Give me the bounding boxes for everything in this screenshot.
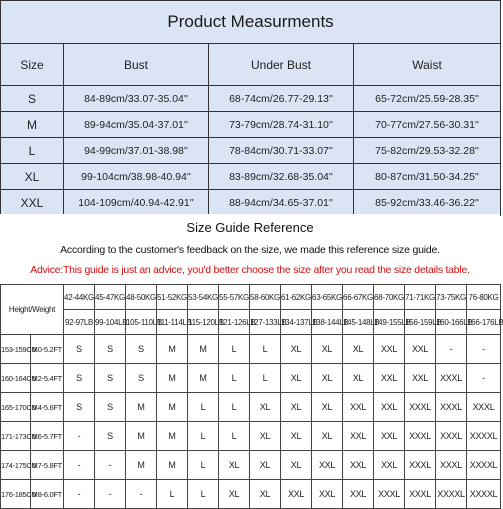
bust-cell: 84-89cm/33.07-35.04'' xyxy=(64,86,209,112)
size-guide-row xyxy=(1,335,501,364)
product-measurements-section xyxy=(0,0,500,214)
weight-lb-header: 166-176LB xyxy=(467,310,501,335)
height-ft-cell: 5.0-5.2FT xyxy=(31,335,64,364)
weight-lb-header: 115-120LB xyxy=(188,310,219,335)
size-value-cell: XL xyxy=(312,422,343,451)
size-value-cell: L xyxy=(219,335,250,364)
size-value-cell: S xyxy=(95,335,126,364)
height-ft-cell: 5.7-5.8FT xyxy=(31,451,64,480)
weight-kg-header: 61-62KG xyxy=(281,285,312,310)
size-value-cell: M xyxy=(157,422,188,451)
header-waist: Waist xyxy=(354,44,501,86)
size-value-cell: XXL xyxy=(343,480,374,509)
table-row xyxy=(1,164,501,190)
size-guide-advice xyxy=(0,264,500,276)
size-value-cell: XXXL xyxy=(405,451,436,480)
bust-cell: 104-109cm/40.94-42.91'' xyxy=(64,190,209,216)
size-value-cell: M xyxy=(157,364,188,393)
size-value-cell: XXXL xyxy=(405,480,436,509)
height-ft-cell: 5.2-5.4FT xyxy=(31,364,64,393)
size-value-cell: L xyxy=(250,335,281,364)
size-cell: XXL xyxy=(1,190,64,216)
size-value-cell: XXXL xyxy=(405,393,436,422)
weight-kg-header: 73-75KG xyxy=(436,285,467,310)
size-value-cell: XXXL xyxy=(436,364,467,393)
size-value-cell: M xyxy=(126,451,157,480)
size-guide-section xyxy=(0,214,503,500)
size-value-cell: M xyxy=(188,364,219,393)
size-value-cell: XL xyxy=(250,393,281,422)
size-value-cell: XXXL xyxy=(467,393,501,422)
bust-cell: 89-94cm/35.04-37.01'' xyxy=(64,112,209,138)
weight-lb-header: 99-104LB xyxy=(95,310,126,335)
size-cell: M xyxy=(1,112,64,138)
height-cm-cell: 174-175CM xyxy=(1,451,31,480)
size-value-cell: XXL xyxy=(405,335,436,364)
under-bust-cell: 68-74cm/26.77-29.13'' xyxy=(209,86,354,112)
size-value-cell: XL xyxy=(312,335,343,364)
size-value-cell: - xyxy=(64,451,95,480)
header-under-bust: Under Bust xyxy=(209,44,354,86)
size-value-cell: XXL xyxy=(374,364,405,393)
header-bust: Bust xyxy=(64,44,209,86)
product-measurements-table xyxy=(0,0,501,216)
weight-kg-header: 76-80KG xyxy=(467,285,501,310)
weight-kg-header: 51-52KG xyxy=(157,285,188,310)
size-value-cell: - xyxy=(467,335,501,364)
size-value-cell: L xyxy=(188,480,219,509)
size-value-cell: XL xyxy=(343,335,374,364)
size-value-cell: XL xyxy=(250,451,281,480)
height-cm-cell: 153-159CM xyxy=(1,335,31,364)
size-value-cell: XL xyxy=(250,480,281,509)
size-value-cell: S xyxy=(126,364,157,393)
height-cm-cell: 171-173CM xyxy=(1,422,31,451)
size-value-cell: XXXL xyxy=(436,422,467,451)
weight-lb-header: 138-144LB xyxy=(312,310,343,335)
size-guide-table xyxy=(0,284,501,509)
size-guide-body xyxy=(1,285,501,509)
size-guide-row xyxy=(1,480,501,509)
size-cell: L xyxy=(1,138,64,164)
size-value-cell: XL xyxy=(219,480,250,509)
advice-text: This guide is just an advice, you'd better choose the size after you read the size details table. xyxy=(62,264,470,276)
size-guide-row xyxy=(1,451,501,480)
table-row xyxy=(1,138,501,164)
size-value-cell: XXL xyxy=(405,364,436,393)
weight-lb-header: 121-126LB xyxy=(219,310,250,335)
size-value-cell: - xyxy=(436,335,467,364)
weight-lb-header: 111-114LB xyxy=(157,310,188,335)
size-cell: S xyxy=(1,86,64,112)
table-header-row xyxy=(1,44,501,86)
size-value-cell: XXL xyxy=(312,451,343,480)
size-value-cell: S xyxy=(64,335,95,364)
waist-cell: 85-92cm/33.46-36.22'' xyxy=(354,190,501,216)
size-guide-title: Size Guide Reference xyxy=(186,220,314,235)
size-value-cell: L xyxy=(188,393,219,422)
weight-kg-header: 45-47KG xyxy=(95,285,126,310)
height-cm-cell: 160-164CM xyxy=(1,364,31,393)
size-value-cell: L xyxy=(250,364,281,393)
waist-cell: 70-77cm/27.56-30.31'' xyxy=(354,112,501,138)
size-value-cell: XL xyxy=(250,422,281,451)
size-guide-row xyxy=(1,364,501,393)
height-ft-cell: 5.6-5.7FT xyxy=(31,422,64,451)
size-value-cell: XXL xyxy=(374,335,405,364)
weight-kg-header: 55-57KG xyxy=(219,285,250,310)
bust-cell: 99-104cm/38.98-40.94'' xyxy=(64,164,209,190)
size-value-cell: XL xyxy=(281,393,312,422)
size-value-cell: S xyxy=(95,422,126,451)
size-guide-row xyxy=(1,422,501,451)
size-value-cell: - xyxy=(95,451,126,480)
weight-kg-header: 48-50KG xyxy=(126,285,157,310)
waist-cell: 65-72cm/25.59-28.35'' xyxy=(354,86,501,112)
weight-lb-header: 134-137LB xyxy=(281,310,312,335)
under-bust-cell: 73-79cm/28.74-31.10'' xyxy=(209,112,354,138)
under-bust-cell: 83-89cm/32.68-35.04'' xyxy=(209,164,354,190)
size-value-cell: M xyxy=(188,335,219,364)
size-guide-row xyxy=(1,393,501,422)
under-bust-cell: 88-94cm/34.65-37.01'' xyxy=(209,190,354,216)
size-value-cell: XXXXL xyxy=(467,480,501,509)
table-row xyxy=(1,86,501,112)
height-cm-cell: 165-170CM xyxy=(1,393,31,422)
size-value-cell: S xyxy=(95,393,126,422)
size-value-cell: XL xyxy=(312,393,343,422)
size-value-cell: - xyxy=(126,480,157,509)
size-value-cell: L xyxy=(157,480,188,509)
weight-lb-header: 156-159LB xyxy=(405,310,436,335)
product-measurements-title: Product Measurments xyxy=(1,1,501,44)
size-value-cell: XXXL xyxy=(374,480,405,509)
size-value-cell: XXL xyxy=(312,480,343,509)
size-value-cell: L xyxy=(188,422,219,451)
weight-kg-header: 58-60KG xyxy=(250,285,281,310)
size-value-cell: M xyxy=(157,335,188,364)
waist-cell: 80-87cm/31.50-34.25'' xyxy=(354,164,501,190)
weight-lb-header: 127-133LB xyxy=(250,310,281,335)
under-bust-cell: 78-84cm/30.71-33.07'' xyxy=(209,138,354,164)
size-value-cell: M xyxy=(157,451,188,480)
size-value-cell: XXXXL xyxy=(467,451,501,480)
size-value-cell: XL xyxy=(312,364,343,393)
size-value-cell: XXL xyxy=(343,393,374,422)
weight-lb-header: 160-166LB xyxy=(436,310,467,335)
size-value-cell: L xyxy=(188,451,219,480)
size-value-cell: L xyxy=(219,422,250,451)
size-value-cell: L xyxy=(219,364,250,393)
size-value-cell: M xyxy=(157,393,188,422)
size-value-cell: S xyxy=(126,335,157,364)
size-value-cell: L xyxy=(219,393,250,422)
waist-cell: 75-82cm/29.53-32.28'' xyxy=(354,138,501,164)
size-value-cell: XXL xyxy=(374,393,405,422)
size-value-cell: S xyxy=(95,364,126,393)
table-row xyxy=(1,112,501,138)
size-value-cell: XL xyxy=(281,451,312,480)
weight-kg-header: 68-70KG xyxy=(374,285,405,310)
weight-lb-header: 92-97LB xyxy=(64,310,95,335)
size-value-cell: XXXL xyxy=(405,422,436,451)
size-value-cell: XXL xyxy=(343,422,374,451)
height-ft-cell: 5.4-5.6FT xyxy=(31,393,64,422)
size-guide-note: According to the customer's feedback on the size, we made this reference size guide. xyxy=(60,244,440,256)
advice-label: Advice: xyxy=(30,264,63,276)
size-value-cell: XXXXL xyxy=(467,422,501,451)
size-value-cell: XL xyxy=(281,364,312,393)
size-value-cell: XXL xyxy=(281,480,312,509)
size-value-cell: - xyxy=(95,480,126,509)
weight-lb-header: 105-110LB xyxy=(126,310,157,335)
weight-kg-header: 53-54KG xyxy=(188,285,219,310)
size-value-cell: XXL xyxy=(343,451,374,480)
weight-lb-header: 149-155LB xyxy=(374,310,405,335)
height-cm-cell: 176-185CM xyxy=(1,480,31,509)
size-value-cell: M xyxy=(126,422,157,451)
size-value-cell: XXL xyxy=(374,422,405,451)
height-weight-corner: Height/Weight xyxy=(1,285,64,335)
weight-kg-header: 66-67KG xyxy=(343,285,374,310)
weight-kg-header: 71-71KG xyxy=(405,285,436,310)
size-value-cell: - xyxy=(64,422,95,451)
size-value-cell: XXXL xyxy=(436,393,467,422)
table-row xyxy=(1,190,501,216)
size-value-cell: XXXXL xyxy=(436,480,467,509)
weight-lb-row xyxy=(1,310,501,335)
size-value-cell: S xyxy=(64,364,95,393)
bust-cell: 94-99cm/37.01-38.98'' xyxy=(64,138,209,164)
weight-kg-row xyxy=(1,285,501,310)
size-value-cell: XL xyxy=(281,422,312,451)
size-value-cell: XL xyxy=(219,451,250,480)
size-value-cell: - xyxy=(467,364,501,393)
weight-kg-header: 42-44KG xyxy=(64,285,95,310)
header-size: Size xyxy=(1,44,64,86)
size-value-cell: - xyxy=(64,480,95,509)
size-value-cell: S xyxy=(64,393,95,422)
product-measurements-body xyxy=(1,86,501,216)
size-cell: XL xyxy=(1,164,64,190)
weight-kg-header: 63-65KG xyxy=(312,285,343,310)
size-value-cell: XL xyxy=(281,335,312,364)
size-value-cell: M xyxy=(126,393,157,422)
size-value-cell: XXL xyxy=(374,451,405,480)
size-value-cell: XXXL xyxy=(436,451,467,480)
size-value-cell: XL xyxy=(343,364,374,393)
weight-lb-header: 145-148LB xyxy=(343,310,374,335)
height-ft-cell: 5.8-6.0FT xyxy=(31,480,64,509)
